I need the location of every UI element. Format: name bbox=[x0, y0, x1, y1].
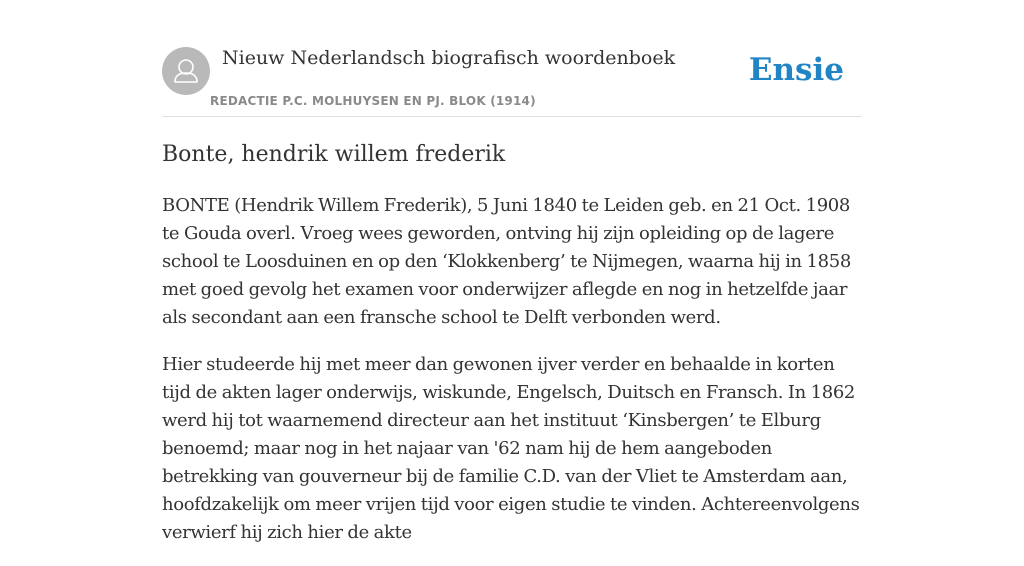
article-paragraph: Hier studeerde hij met meer dan gewonen ijver verder en behaalde in korten tijd de akten lager onderwijs, wiskunde, Engelsch, Duitsch en Fransch. In 1862 werd hij tot waarnemend directeur aan het instituut ‘Kinsbergen’ te Elburg benoemd; maar nog in het najaar van '62 nam hij de hem aangeboden betrekking van gouverneur bij de familie C.D. van der Vliet te Amsterdam aan, hoofdzakelijk om meer vrijen tijd voor eigen studie te vinden. Achtereenvolgens verwierf hij zich hier de akte bbox=[162, 354, 860, 543]
user-outline-icon bbox=[162, 47, 210, 95]
page-title: Bonte, hendrik willem frederik bbox=[162, 142, 506, 167]
source-header bbox=[162, 46, 862, 117]
brand-logo[interactable]: Ensie bbox=[748, 52, 844, 88]
source-editor: REDACTIE P.C. MOLHUYSEN EN PJ. BLOK (1914) bbox=[210, 94, 536, 108]
source-title[interactable]: Nieuw Nederlandsch biografisch woordenboek bbox=[222, 47, 676, 69]
avatar[interactable] bbox=[162, 47, 210, 95]
article-body bbox=[162, 192, 864, 566]
article-paragraph: BONTE (Hendrik Willem Frederik), 5 Juni 1840 te Leiden geb. en 21 Oct. 1908 te Gouda overl. Vroeg wees geworden, ontving hij zijn opleiding op de lagere school te Loosduinen en op den ‘Klokkenberg’ te Nijmegen, waarna hij in 1858 met goed gevolg het examen voor onderwijzer aflegde en nog in hetzelfde jaar als secondant aan een fransche school te Delft verbonden werd. bbox=[162, 195, 851, 328]
